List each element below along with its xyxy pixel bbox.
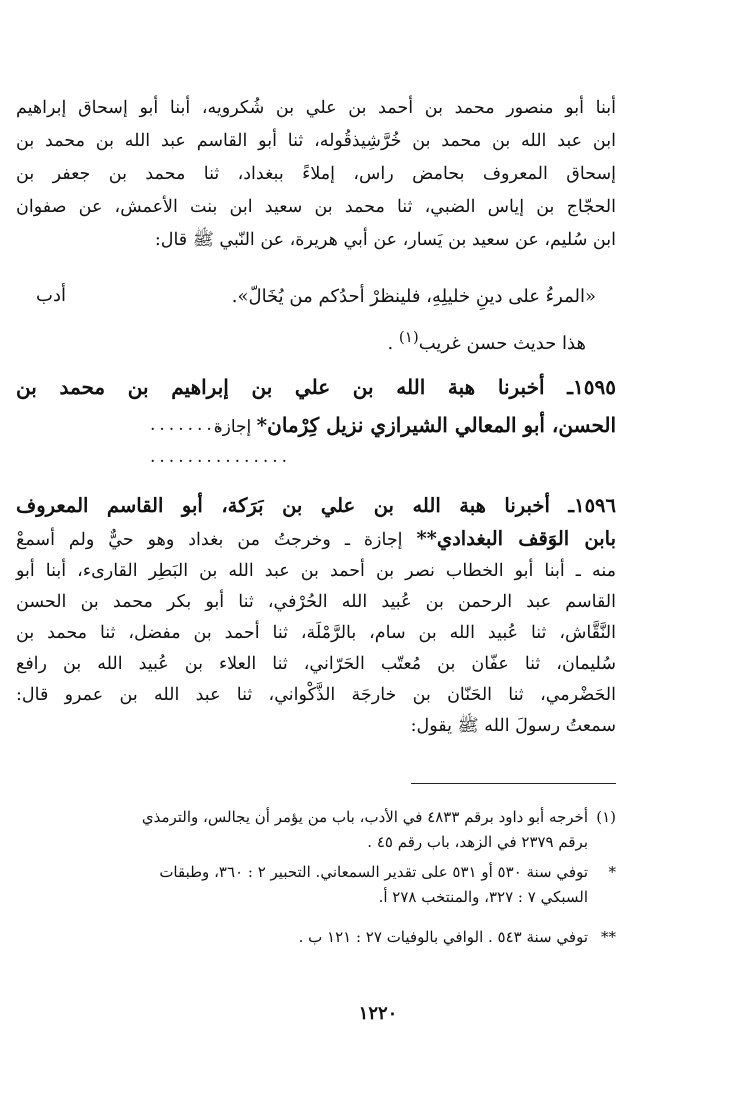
entry-1596-line: سمعتُ رسولَ الله ﷺ يقول:: [410, 716, 616, 736]
footnote: [16, 925, 616, 950]
entry-1596-line: النَّقَّاش، ثنا عُبيد الله بن سام، بالرَّمْلَة، ثنا أحمد بن مفضل، ثنا محمد بن: [16, 623, 616, 643]
entry-1595-ijaza: إجازة: [213, 417, 257, 437]
intro-line: ابن عبد الله بن محمد بن خُرَّشِيذقُوله، ثنا أبو القاسم عبد الله بن محمد بن: [16, 131, 616, 151]
entry-1596-line: سُليمان، ثنا عفّان بن مُعتّب الحَرّاني، ثنا العلاء بن عُبيد الله بن رافع: [16, 654, 616, 674]
intro-line: أبنا أبو منصور محمد بن أحمد بن علي بن شُكرويه، أبنا أبو إسحاق إبراهيم: [16, 98, 616, 118]
footnote-mark: (١): [596, 808, 616, 826]
ellipsis-dots: ...............: [150, 447, 292, 467]
footnote-mark: *: [608, 863, 616, 881]
footnote-divider: [411, 783, 616, 784]
entry-1595-line2: الحسن، أبو المعالي الشيرازي نزيل كِرْمان*: [256, 413, 616, 437]
intro-paragraph: [16, 92, 616, 257]
footnote: [16, 860, 616, 910]
footnote-text: برقم ٢٣٧٩ في الزهد، باب رقم ٤٥ .: [367, 833, 588, 851]
footnote-text: السبكي ٧ : ٣٢٧، والمنتخب ٢٧٨ أ.: [378, 888, 588, 906]
intro-line: إسحاق المعروف بحامض راس، إملاءً ببغداد، ثنا محمد بن جعفر بن: [16, 164, 616, 184]
hadith-text: «المرءُ على دينِ خليلِهِ، فلينظرْ أحدُكم من يُخَالّ».: [231, 286, 596, 307]
intro-line: ابن سُليم، عن سعيد بن يَسار، عن أبي هريرة، عن النّبي ﷺ قال:: [154, 230, 616, 250]
entry-1596-line: منه ـ أبنا أبو الخطاب نصر بن أحمد بن عبد الله بن البَطِر القارىء، أبنا أبو: [16, 561, 616, 581]
entry-1596-line: [16, 490, 616, 523]
entry-1596-heading: بابن الوَقف البغدادي**: [416, 527, 616, 550]
page-number: ١٢٢٠: [358, 1003, 398, 1024]
footnote-text: أخرجه أبو داود برقم ٤٨٣٣ في الأدب، باب من يؤمر أن يجالس، والترمذي: [141, 808, 588, 826]
entry-1596-line: [16, 523, 616, 556]
entry-1595: [16, 368, 616, 446]
entry-1596-heading: ١٥٩٦ـ أخبرنا هبة الله بن علي بن بَرَكة، أبو القاسم المعروف: [16, 494, 616, 517]
footnote-mark: **: [601, 928, 616, 946]
grading-text: هذا حديث حسن غريب: [418, 333, 586, 354]
footnote-text: توفي سنة ٥٤٣ . الوافي بالوفيات ٢٧ : ١٢١ ب .: [298, 928, 588, 946]
entry-1596-line: القاسم عبد الرحمن بن عُبيد الله الحُرْفي، ثنا أبو بكر محمد بن الحسن: [16, 592, 616, 612]
entry-1595-line1: ١٥٩٥ـ أخبرنا هبة الله بن علي بن إبراهيم بن محمد بن: [16, 375, 616, 399]
entry-1596-text: إجازة ـ وخرجتُ من بغداد وهو حيٌّ ولم أسمعْ: [16, 530, 417, 550]
footnote-text: توفي سنة ٥٣٠ أو ٥٣١ على تقدير السمعاني. التحبير ٢ : ٣٦٠، وطبقات: [159, 863, 588, 881]
margin-topic-label: أدب: [36, 285, 66, 306]
footnote-ref: (١): [398, 328, 419, 346]
hadith-grading: هذا حديث حسن غريب$^{(١)}$ .: [387, 328, 586, 354]
footnote: [16, 805, 616, 855]
ellipsis-dots: ........: [150, 415, 226, 435]
entry-1596: [16, 490, 616, 742]
entry-1596-line: الحَضْرمي، ثنا الحَنّان بن خارجَة الذَّكْواني، ثنا عبد الله بن عمرو قال:: [16, 685, 616, 705]
intro-line: الحجّاج بن إياس الضبي، ثنا محمد بن سعيد ابن بنت الأعمش، عن صفوان: [16, 197, 616, 217]
